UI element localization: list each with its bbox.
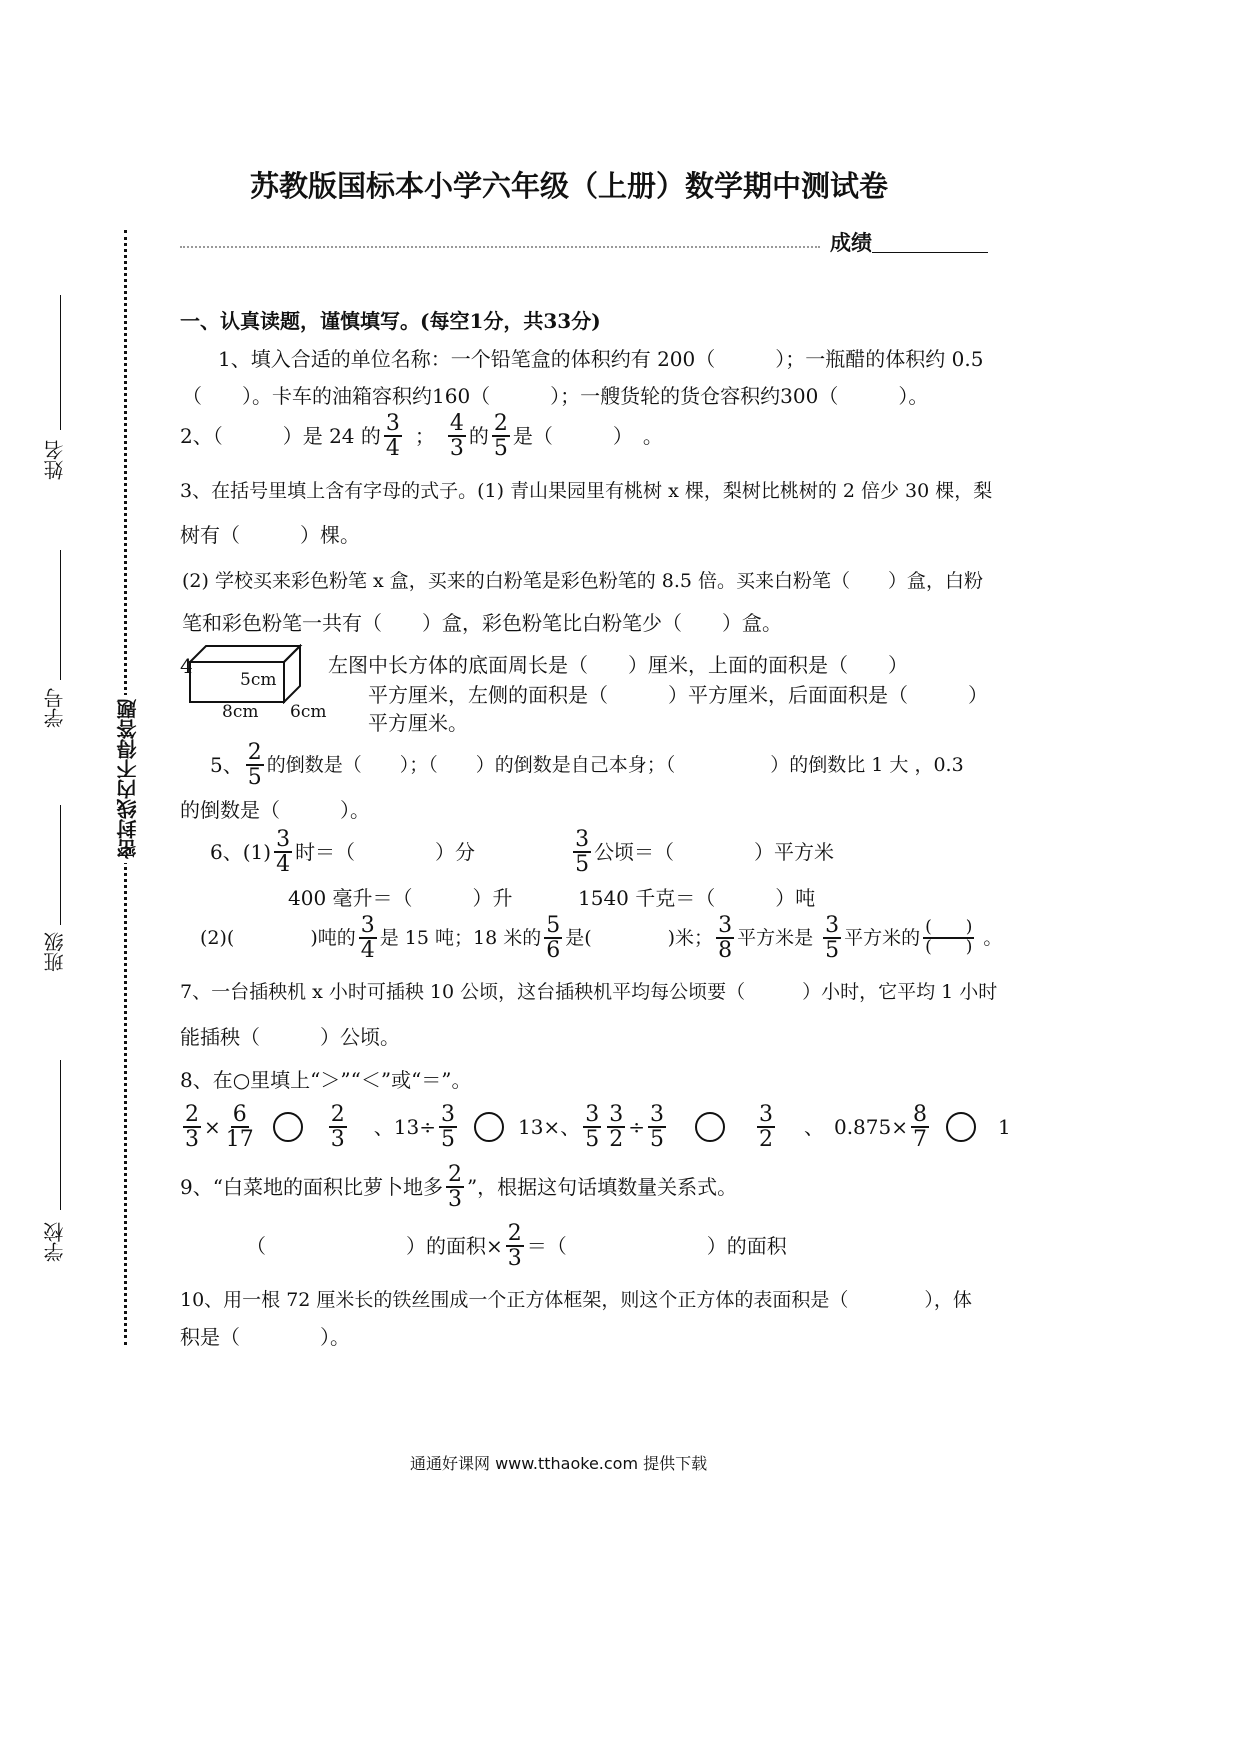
q6-text-b: 时＝（ ）分 bbox=[295, 840, 476, 865]
q4-number: 4 bbox=[180, 654, 193, 678]
name-label: 姓名 bbox=[43, 440, 67, 480]
q6-text-r3c: 是( )米； bbox=[565, 926, 714, 949]
cuboid-width-label: 6cm bbox=[290, 702, 327, 722]
q9-fraction-2-3-b: $\frac{2}{3}$ bbox=[507, 1221, 522, 1272]
q2-text-b: ； bbox=[414, 424, 435, 449]
q6-fraction-3-4: $\frac{3}{4}$ bbox=[276, 827, 291, 878]
binding-notice: 密封线内不得答题 bbox=[113, 695, 142, 863]
q2-fraction-3-4: $\frac{3}{4}$ bbox=[385, 411, 400, 462]
q8-compare-circle-3[interactable] bbox=[695, 1112, 725, 1142]
q9-text-a: 9、“白菜地的面积比萝卜地多 bbox=[180, 1175, 443, 1200]
q8-e2-fraction-3-5: $\frac{3}{5}$ bbox=[440, 1102, 455, 1153]
q3-line1: 3、在括号里填上含有字母的式子。(1) 青山果园里有桃树 x 棵，梨树比桃树的 2 倍少 30 棵，梨 bbox=[180, 480, 993, 502]
q6-text-r3a: (2)( )吨的 bbox=[200, 926, 356, 949]
q8-line1: 8、在○里填上“＞”“＜”或“＝”。 bbox=[180, 1068, 472, 1092]
q2-text-d: 是（ ） 。 bbox=[512, 424, 663, 449]
q5-fraction-2-5: $\frac{2}{5}$ bbox=[247, 740, 262, 791]
seal-dotted-line bbox=[180, 246, 820, 248]
q1-line2: （ ）。卡车的油箱容积约160（ ）；一艘货轮的货仓容积约300（ ）。 bbox=[182, 384, 929, 408]
q7-line2: 能插秧（ ）公顷。 bbox=[180, 1025, 400, 1049]
q9-text-r2b: ＝（ ）的面积 bbox=[526, 1234, 787, 1259]
q10-line2: 积是（ ）。 bbox=[180, 1325, 350, 1349]
q6-text-r3f: 。 bbox=[983, 926, 1003, 949]
q4-line1: 左图中长方体的底面周长是（ ）厘米，上面的面积是（ ） bbox=[328, 653, 908, 677]
section-heading: 一、认真读题，谨慎填写。(每空1分，共33分) bbox=[180, 309, 601, 333]
q8-e3-fraction-3-5-b: $\frac{3}{5}$ bbox=[649, 1102, 664, 1153]
q5-line2: 的倒数是（ ）。 bbox=[180, 798, 370, 822]
q6-text-a: 6、(1) bbox=[210, 840, 272, 865]
q2-text-a: 2、（ ）是 24 的 bbox=[180, 424, 381, 449]
q8-div: ÷ bbox=[628, 1115, 645, 1140]
q3-line4: 笔和彩色粉笔一共有（ ）盒，彩色粉笔比白粉笔少（ ）盒。 bbox=[182, 611, 782, 635]
q6-fraction-3-5: $\frac{3}{5}$ bbox=[575, 827, 590, 878]
q9-text-b: ”，根据这句话填数量关系式。 bbox=[466, 1175, 738, 1200]
q6-fraction-3-8: $\frac{3}{8}$ bbox=[718, 913, 733, 964]
q6-row1 bbox=[210, 828, 834, 876]
q6-row2b: 1540 千克＝（ ）吨 bbox=[578, 886, 816, 910]
q8-e1-fraction-2-3: $\frac{2}{3}$ bbox=[185, 1102, 199, 1153]
q5-row bbox=[210, 741, 964, 789]
q5-text-b: 的倒数是（ ）；（ ）的倒数是自己本身；（ ）的倒数比 1 大 ，0.3 bbox=[266, 753, 964, 776]
q8-compare-circle-4[interactable] bbox=[946, 1112, 976, 1142]
class-label: 班级 bbox=[43, 932, 67, 972]
cuboid-length-label: 8cm bbox=[222, 702, 259, 722]
q4-line3: 平方厘米。 bbox=[368, 711, 468, 735]
q2-fraction-2-5: $\frac{2}{5}$ bbox=[493, 411, 508, 462]
q4-line2: 平方厘米，左侧的面积是（ ）平方厘米，后面面积是（ ） bbox=[368, 683, 988, 707]
school-label: 学校 bbox=[43, 1222, 67, 1262]
q8-sep2: 、 bbox=[803, 1115, 824, 1140]
q8-sep1: 、13÷ bbox=[373, 1115, 436, 1140]
q2-row bbox=[180, 412, 663, 460]
q9-fraction-2-3: $\frac{2}{3}$ bbox=[447, 1162, 462, 1213]
q3-line3: (2) 学校买来彩色粉笔 x 盒，买来的白粉笔是彩色粉笔的 8.5 倍。买来白粉笔（ ）盒，白粉 bbox=[182, 570, 984, 592]
q5-text-a: 5、 bbox=[210, 753, 243, 778]
cuboid-height-label: 5cm bbox=[240, 670, 277, 690]
q6-text-r3d: 平方米是 bbox=[737, 926, 814, 949]
q9-row1 bbox=[180, 1163, 737, 1211]
class-blank[interactable] bbox=[60, 805, 61, 925]
q1-line1: 1、填入合适的单位名称：一个铅笔盒的体积约有 200（ ）；一瓶醋的体积约 0.5 bbox=[218, 347, 984, 371]
score-blank[interactable] bbox=[872, 252, 988, 253]
q6-text-c: 公顷＝（ ）平方米 bbox=[594, 840, 835, 865]
name-blank[interactable] bbox=[60, 295, 61, 430]
q10-line1: 10、用一根 72 厘米长的铁丝围成一个正方体框架，则这个正方体的表面积是（ ），体 bbox=[180, 1289, 972, 1311]
q8-e3-fraction-3-2-b: $\frac{3}{2}$ bbox=[758, 1102, 773, 1153]
footer-credit: 通通好课网 www.tthaoke.com 提供下载 bbox=[410, 1454, 708, 1473]
q8-times: × bbox=[204, 1115, 221, 1140]
student-id-blank[interactable] bbox=[60, 550, 61, 680]
q6-text-r3b: 是 15 吨；18 米的 bbox=[379, 926, 542, 949]
q8-e4-fraction-8-7: $\frac{8}{7}$ bbox=[912, 1102, 927, 1153]
page-title: 苏教版国标本小学六年级（上册）数学期中测试卷 bbox=[250, 169, 889, 203]
q7-line1: 7、一台插秧机 x 小时可插秧 10 公顷，这台插秧机平均每公顷要（ ）小时，它平均 1 小时 bbox=[180, 981, 998, 1003]
q8-e1-fraction-2-3-b: $\frac{2}{3}$ bbox=[330, 1102, 345, 1153]
q2-fraction-4-3: $\frac{4}{3}$ bbox=[449, 411, 464, 462]
q6-answer-fraction[interactable]: $\frac{( )}{( )}$ bbox=[925, 917, 973, 958]
q2-text-c: 的 bbox=[468, 424, 489, 449]
q8-compare-circle-1[interactable] bbox=[273, 1112, 303, 1142]
q6-fraction-3-5-b: $\frac{3}{5}$ bbox=[825, 913, 840, 964]
q9-text-r2a: （ ）的面积× bbox=[246, 1234, 503, 1259]
q6-row2a: 400 毫升＝（ ）升 bbox=[288, 886, 513, 910]
q8-e3-fraction-3-2: $\frac{3}{2}$ bbox=[609, 1102, 624, 1153]
q8-expressions bbox=[180, 1103, 1011, 1151]
q8-e1-fraction-6-17: $\frac{6}{17}$ bbox=[225, 1102, 254, 1153]
q6-row3 bbox=[200, 914, 1002, 962]
q8-e3a: 13×、 bbox=[517, 1115, 581, 1140]
score-label: 成绩 bbox=[830, 230, 872, 255]
q8-e3-fraction-3-5: $\frac{3}{5}$ bbox=[585, 1102, 600, 1153]
q3-line2: 树有（ ）棵。 bbox=[180, 523, 360, 547]
q8-e4a: 0.875× bbox=[833, 1115, 908, 1140]
q8-compare-circle-2[interactable] bbox=[474, 1112, 504, 1142]
q9-row2 bbox=[246, 1222, 787, 1270]
q6-fraction-5-6: $\frac{5}{6}$ bbox=[546, 913, 561, 964]
student-id-label: 学号 bbox=[43, 688, 67, 728]
school-blank[interactable] bbox=[60, 1060, 61, 1210]
q6-text-r3e: 平方米的 bbox=[844, 926, 921, 949]
q6-fraction-3-4-b: $\frac{3}{4}$ bbox=[360, 913, 375, 964]
q8-e4b: 1 bbox=[997, 1115, 1011, 1140]
